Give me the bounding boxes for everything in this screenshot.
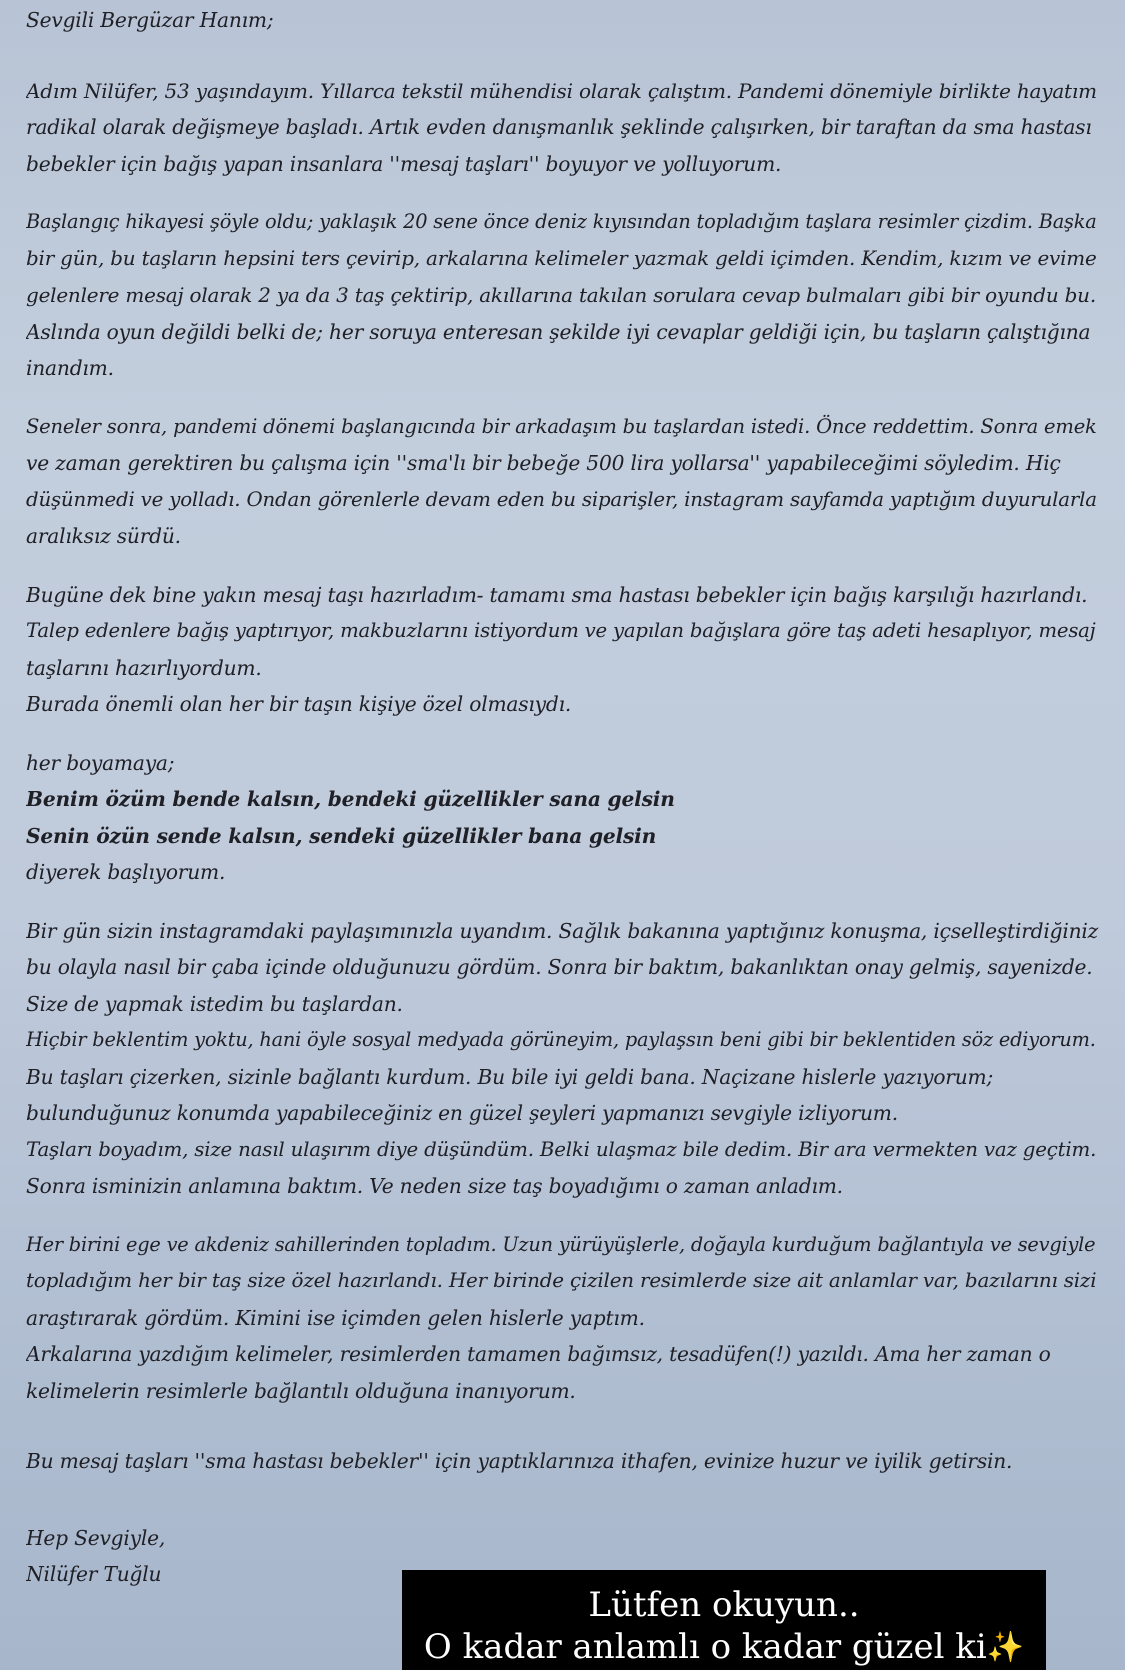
paragraph-line: araştırarak gördüm. Kimini ise içimden gelen hislerle yaptım. <box>26 1305 645 1330</box>
paragraph-4 <box>26 577 1102 723</box>
paragraph-line: bebekler için bağış yapan insanlara ''mesaj taşları'' boyuyor ve yolluyorum. <box>26 151 782 176</box>
paragraph-line: aralıksız sürdü. <box>26 524 181 548</box>
caption-line-2-text: O kadar anlamlı o kadar güzel ki <box>423 1627 987 1667</box>
signature: Nilüfer Tuğlu <box>26 1562 162 1586</box>
paragraph-line: bir gün, bu taşların hepsini ters çevirip, arkalarına kelimeler yazmak geldi içimden. Kendim, kızım ve evime <box>26 246 1097 270</box>
paragraph-line: Aslında oyun değildi belki de; her soruya enteresan şekilde iyi cevaplar geldiği için, bu taşların çalıştığına <box>26 319 1091 344</box>
paragraph-line: Sonra isminizin anlamına baktım. Ve neden size taş boyadığımı o zaman anladım. <box>26 1174 843 1198</box>
paragraph-line: kelimelerin resimlerle bağlantılı olduğuna inanıyorum. <box>26 1378 576 1403</box>
paragraph-2 <box>26 204 1102 387</box>
paragraph-line: bu olayla nasıl bir çaba içinde olduğunuzu gördüm. Sonra bir baktım, bakanlıktan onay gelmiş, sayenizde. <box>26 955 1093 979</box>
paragraph-line: inandım. <box>26 356 114 380</box>
paragraph-1 <box>26 73 1102 183</box>
bold-motto-line: Senin özün sende kalsın, sendeki güzellikler bana gelsin <box>26 823 657 848</box>
paragraph-line: Bu mesaj taşları ''sma hastası bebekler'' için yaptıklarınıza ithafen, evinize huzur ve iyilik getirsin. <box>26 1449 1013 1473</box>
letter <box>26 0 1102 1593</box>
paragraph-line: Bugüne dek bine yakın mesaj taşı hazırladım- tamamı sma hastası bebekler için bağış karşılığı hazırlandı. <box>26 582 1088 607</box>
paragraph-line: diyerek başlıyorum. <box>26 860 226 884</box>
paragraph-line: Hiçbir beklentim yoktu, hani öyle sosyal medyada görüneyim, paylaşsın beni gibi bir beklentiden söz ediyorum. <box>26 1028 1096 1051</box>
paragraph-8 <box>26 1443 1102 1480</box>
salutation: Sevgili Bergüzar Hanım; <box>26 8 274 32</box>
paragraph-7 <box>26 1227 1102 1410</box>
paragraph-line: Burada önemli olan her bir taşın kişiye özel olmasıydı. <box>26 692 572 716</box>
caption-line-1: Lütfen okuyun.. <box>588 1585 860 1625</box>
paragraph-5 <box>26 745 1102 891</box>
paragraph-line: Adım Nilüfer, 53 yaşındayım. Yıllarca tekstil mühendisi olarak çalıştım. Pandemi dönemiyle birlikte hayatım <box>26 78 1097 103</box>
sparkle-icon: ✨ <box>986 1630 1025 1665</box>
paragraph-line: her boyamaya; <box>26 750 175 775</box>
paragraph-line: Bir gün sizin instagramdaki paylaşımınızla uyandım. Sağlık bakanına yaptığınız konuşma, içselleştirdiğiniz <box>26 918 1099 943</box>
paragraph-line: radikal olarak değişmeye başladı. Artık evden danışmanlık şeklinde çalışırken, bir taraftan da sma hastası <box>26 115 1092 139</box>
paragraph-line: Taşları boyadım, size nasıl ulaşırım diye düşündüm. Belki ulaşmaz bile dedim. Bir ara vermekten vaz geçtim. <box>26 1137 1097 1161</box>
paragraph-line: Size de yapmak istedim bu taşlardan. <box>26 991 403 1016</box>
paragraph-line: topladığım her bir taş size özel hazırlandı. Her birinde çizilen resimlerde size ait anlamlar var, bazılarını sizi <box>26 1269 1097 1292</box>
paragraph-line: taşlarını hazırlıyordum. <box>26 655 262 680</box>
paragraph-3 <box>26 409 1102 555</box>
bold-motto-line: Benim özüm bende kalsın, bendeki güzellikler sana gelsin <box>26 787 675 811</box>
paragraph-6 <box>26 913 1102 1205</box>
paragraph-line: Bu taşları çizerken, sizinle bağlantı kurdum. Bu bile iyi geldi bana. Naçizane hislerle yazıyorum; <box>26 1064 994 1089</box>
paragraph-line: Seneler sonra, pandemi dönemi başlangıcında bir arkadaşım bu taşlardan istedi. Önce reddettim. Sonra emek <box>26 414 1097 438</box>
caption-line-2 <box>402 1626 1046 1669</box>
paragraph-line: düşünmedi ve yolladı. Ondan görenlerle devam eden bu siparişler, instagram sayfamda yaptığım duyurularla <box>26 487 1097 511</box>
paragraph-line: gelenlere mesaj olarak 2 ya da 3 taş çektirip, akıllarına takılan sorulara cevap bulmaları gibi bir oyundu bu. <box>26 283 1096 307</box>
paragraph-line: Talep edenlere bağış yaptırıyor, makbuzlarını istiyordum ve yapılan bağışlara göre taş adeti hesaplıyor, mesaj <box>26 619 1096 642</box>
story-caption <box>402 1570 1046 1670</box>
paragraph-line: Her birini ege ve akdeniz sahillerinden topladım. Uzun yürüyüşlerle, doğayla kurduğum bağlantıyla ve sevgiyle <box>26 1232 1096 1256</box>
closing: Hep Sevgiyle, <box>26 1525 166 1550</box>
paragraph-line: Başlangıç hikayesi şöyle oldu; yaklaşık 20 sene önce deniz kıyısından topladığım taşlara resimler çizdim. Başka <box>26 210 1097 233</box>
paragraph-line: Arkalarına yazdığım kelimeler, resimlerden tamamen bağımsız, tesadüfen(!) yazıldı. Ama her zaman o <box>26 1342 1051 1366</box>
paragraph-line: bulunduğunuz konumda yapabileceğiniz en güzel şeyleri yapmanızı sevgiyle izliyorum. <box>26 1101 898 1125</box>
paragraph-line: ve zaman gerektiren bu çalışma için ''sma'lı bir bebeğe 500 lira yollarsa'' yapabileceğimi söyledim. Hiç <box>26 451 1061 475</box>
